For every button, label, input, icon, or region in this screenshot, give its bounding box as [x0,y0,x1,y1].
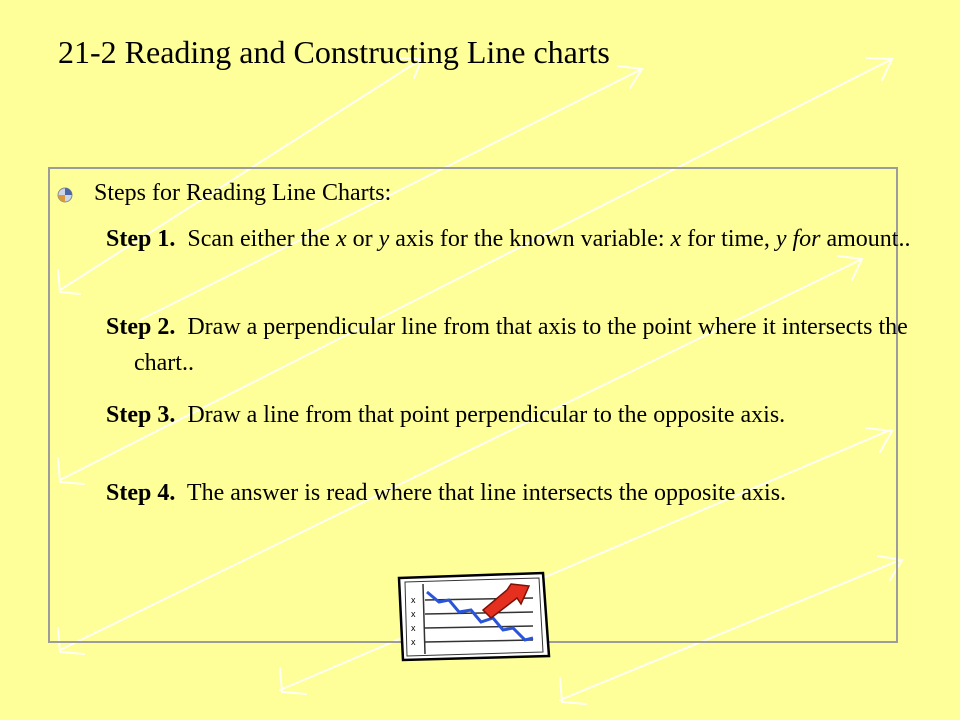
line-chart-clipart-icon [393,570,553,662]
svg-text:x: x [411,595,416,605]
step-italic-text: y for [775,226,821,252]
step-italic-text: y [378,226,390,252]
steps-heading: Steps for Reading Line Charts: [94,180,392,206]
step-text: The answer is read where that line intersects the opposite axis. [175,480,787,506]
slide-title: 21-2 Reading and Constructing Line charts [58,34,610,70]
step-4 [106,475,919,511]
step-italic-text: x [335,226,347,252]
step-text: Scan either the [175,226,336,252]
step-text: Draw a perpendicular line from that axis to the point where it intersects the chart.. [134,314,914,376]
sphere-bullet-icon [56,186,74,204]
step-text: axis for the known variable: [389,226,671,252]
step-text: or [346,226,379,252]
step-text: Draw a line from that point perpendicular to the opposite axis. [175,402,786,428]
step-text: for time, [681,226,776,252]
step-italic-text: x [670,226,682,252]
svg-text:x: x [411,623,416,633]
step-1 [106,221,919,257]
step-label: Step 1. [106,226,176,252]
svg-text:x: x [411,609,416,619]
step-3 [106,397,919,433]
svg-text:x: x [411,637,416,647]
step-2 [106,309,919,381]
step-label: Step 4. [106,480,176,506]
step-label: Step 2. [106,314,176,340]
step-text: amount.. [820,226,911,252]
step-label: Step 3. [106,402,176,428]
